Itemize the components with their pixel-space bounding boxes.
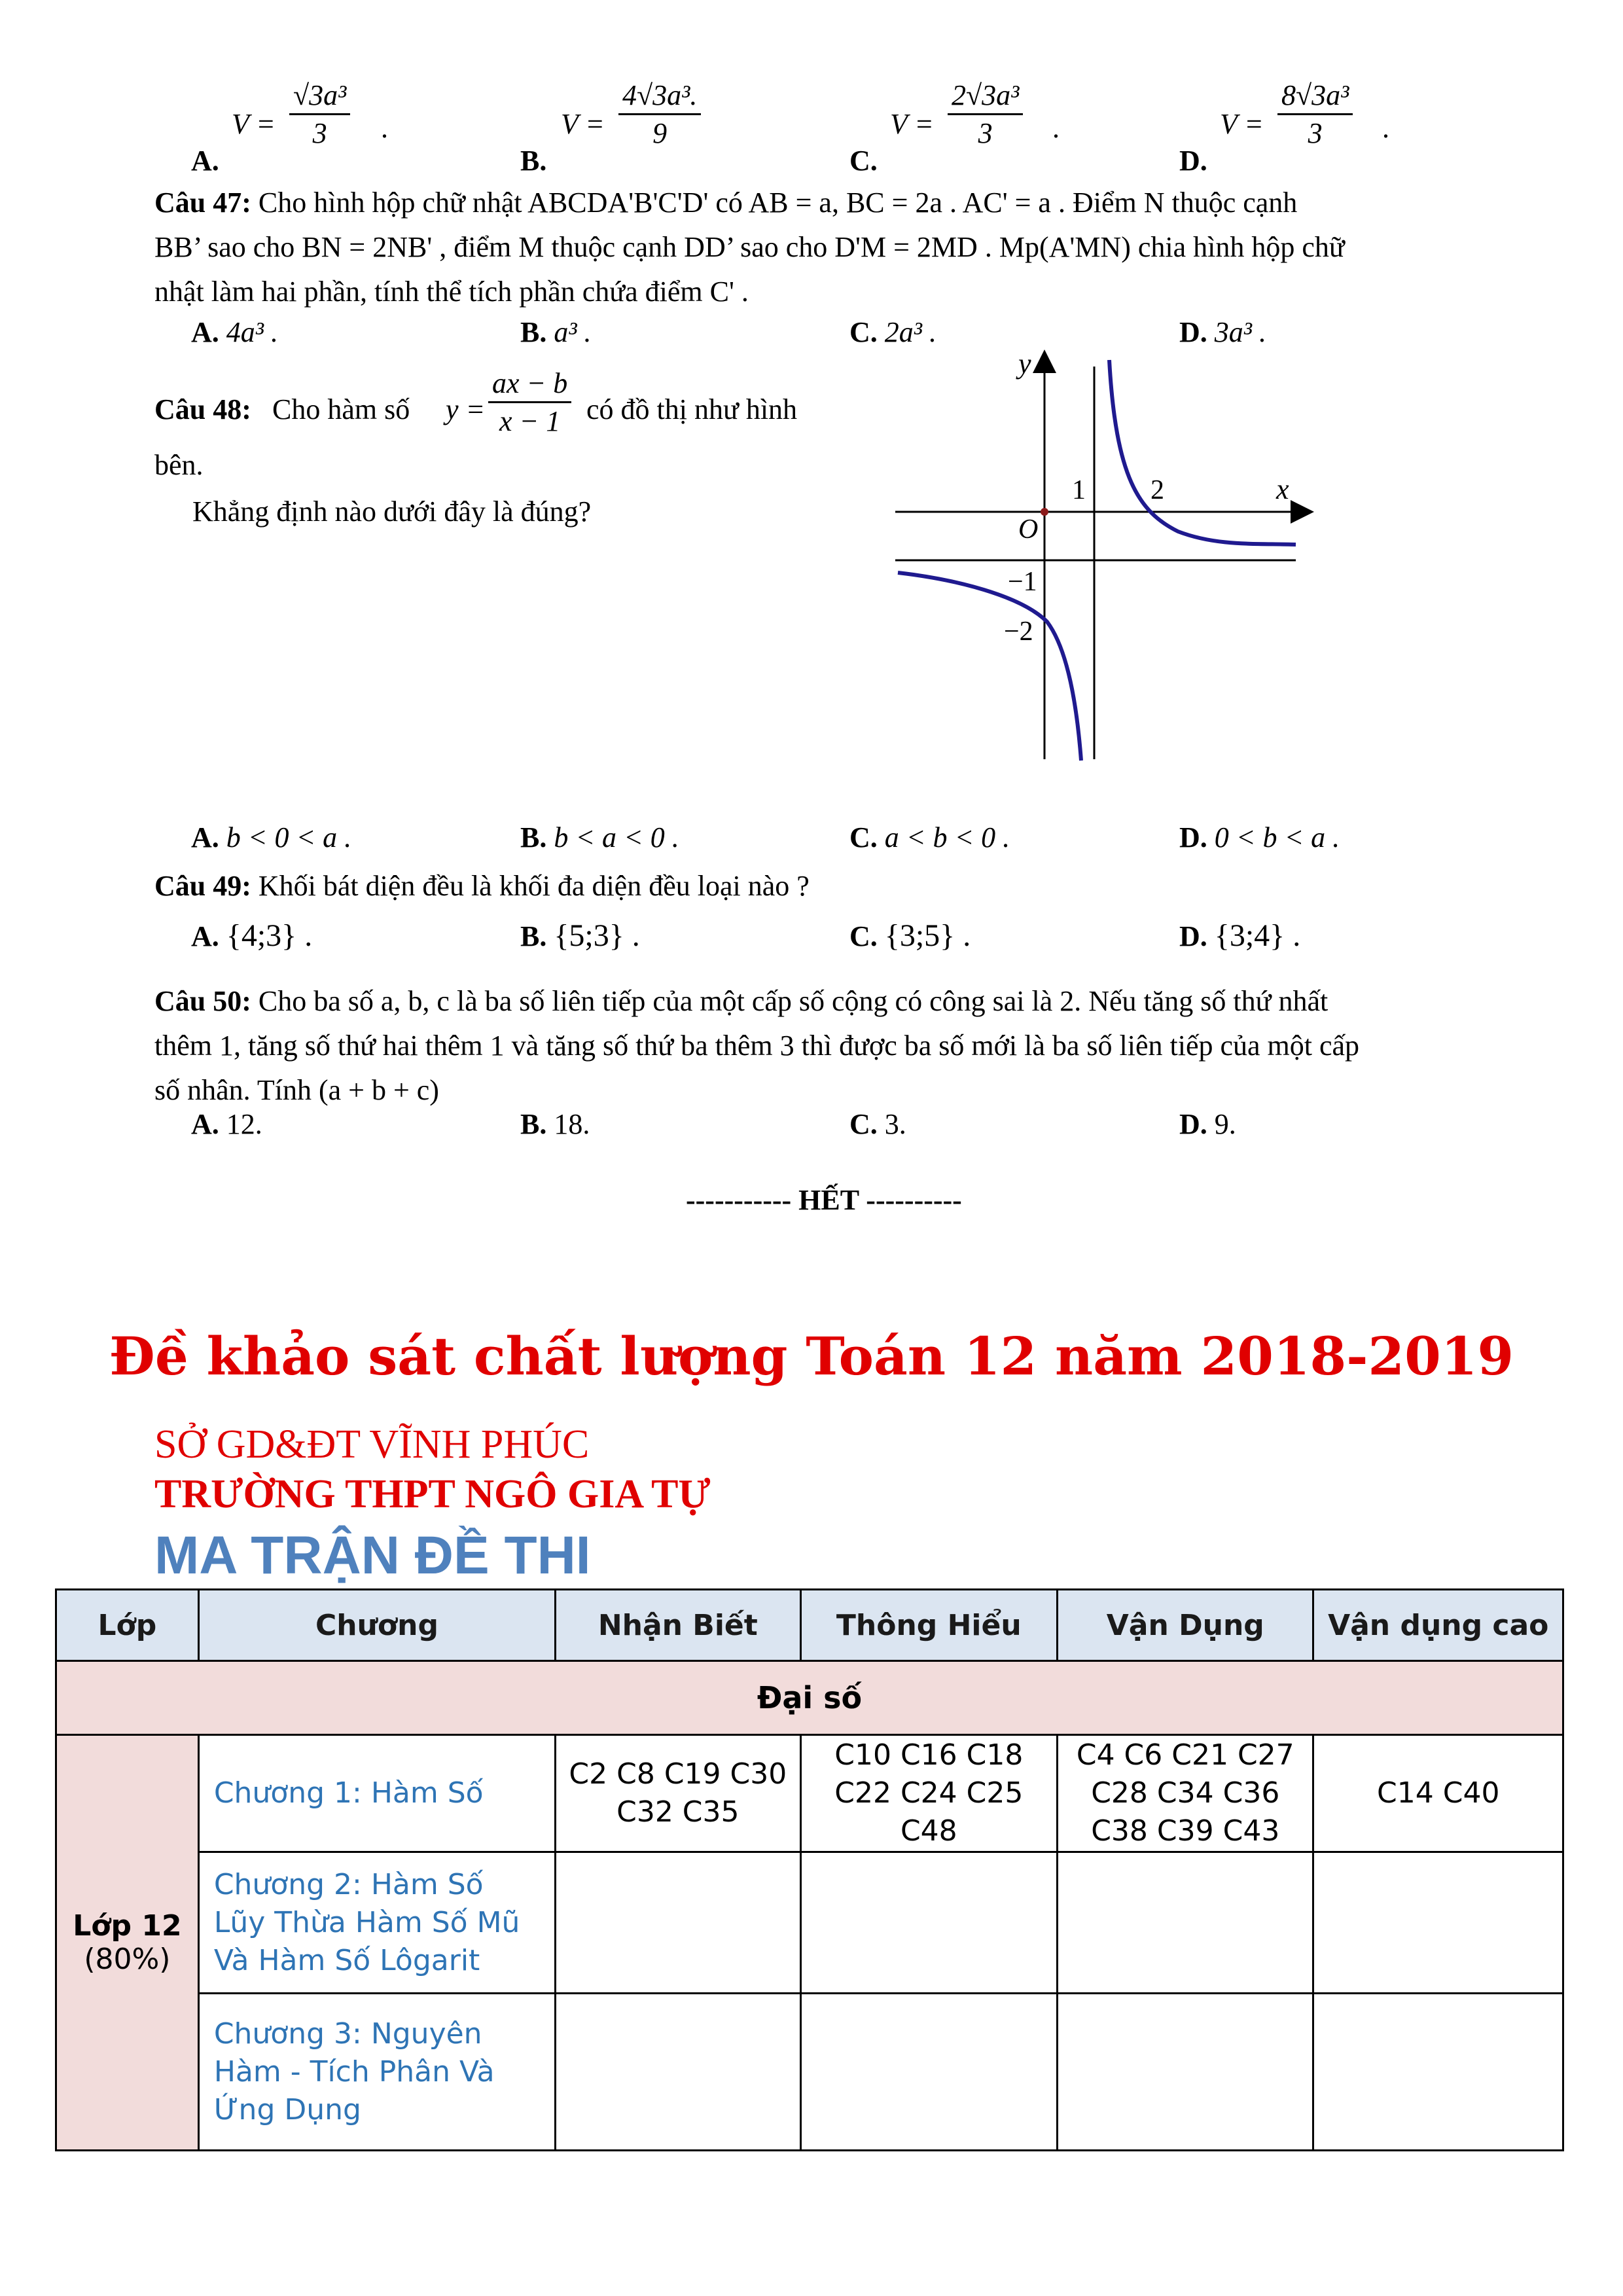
option-label: C. [849,316,878,348]
q47-line2: BB’ sao cho BN = 2NB' , điểm M thuộc cạnh DD’ sao cho D'M = 2MD . Mp(A'MN) chia hình hộp chữ [154,231,1345,263]
q50-options [191,1107,1533,1147]
group-label: Đại số [56,1661,1563,1735]
header-lop: Lớp [56,1590,199,1661]
option-value: {4;3} . [226,918,313,953]
q50-line2: thêm 1, tăng số thứ hai thêm 1 và tăng số thứ ba thêm 3 thì được ba số mới là ba số liên tiếp của một cấp [154,1030,1360,1062]
q48-graph [890,347,1322,766]
nhan-biet-cell: C2 C8 C19 C30 C32 C35 [556,1735,800,1852]
table-group-row [56,1661,1563,1735]
option-value: {3;5} . [884,918,971,953]
q48-options [191,821,1533,860]
option-value: b < 0 < a . [226,821,352,853]
option-value: 3. [884,1108,906,1140]
document-title: Đề khảo sát chất lượng Toán 12 năm 2018-2019 [109,1325,1514,1387]
van-dung-cao-cell [1313,1994,1563,2151]
option-label: C. [849,1108,878,1140]
thong-hieu-cell [800,1994,1057,2151]
origin-point [1041,508,1048,516]
option-value: {3;4} . [1214,918,1301,953]
header-nhan-biet: Nhận Biết [556,1590,800,1661]
lop-cell [56,1735,199,2151]
option-label: D. [1179,145,1207,177]
van-dung-cell [1058,1994,1313,2151]
chapter-cell: Chương 2: Hàm Số Lũy Thừa Hàm Số Mũ Và Hàm Số Lôgarit [198,1852,555,1994]
thong-hieu-cell: C10 C16 C18 C22 C24 C25 C48 [800,1735,1057,1852]
q50-text-1: Cho ba số a, b, c là ba số liên tiếp của một cấp số cộng có công sai là 2. Nếu tăng số thứ nhất [258,985,1329,1017]
q47-line3: nhật làm hai phần, tính thể tích phần chứa điểm C' . [154,276,749,308]
option-label: B. [520,821,547,853]
option-label: D. [1179,1108,1207,1140]
q48-tail: có đồ thị như hình [586,393,798,425]
option-value: 0 < b < a . [1214,821,1340,853]
q49-text: Khối bát diện đều là khối đa diện đều loại nào ? [258,870,810,902]
option-value: a³ . [554,316,592,348]
option-label: A. [191,1108,219,1140]
header-thong-hieu: Thông Hiểu [800,1590,1057,1661]
curve-left-branch [898,573,1081,761]
matrix-title: MA TRẬN ĐỀ THI [154,1526,591,1585]
question-label: Câu 49: [154,870,251,902]
q47-options [191,315,1533,355]
frac-num: 4√3a³. [618,79,701,115]
option-value: a < b < 0 . [884,821,1010,853]
frac-den: 9 [652,117,668,149]
frac-den: 3 [1308,117,1323,149]
option-label: C. [849,920,878,952]
option-label: A. [191,145,219,177]
frac-den: 3 [312,117,327,149]
table-row [56,1735,1563,1852]
q48-y-eq: y = [446,393,486,425]
question-label: Câu 50: [154,985,251,1017]
option-value: 2a³ . [884,316,936,348]
header-chuong: Chương [198,1590,555,1661]
frac-den: x − 1 [499,405,561,437]
option-value: 4a³ . [226,316,278,348]
tick-label-1: 1 [1072,475,1086,505]
tick-label-2: 2 [1150,475,1164,505]
option-value: {5;3} . [554,918,640,953]
van-dung-cao-cell: C14 C40 [1313,1735,1563,1852]
table-row [56,1852,1563,1994]
option-value: b < a < 0 . [554,821,679,853]
q48-fraction [488,367,571,438]
lop-percent: (80%) [84,1943,171,1976]
curve-right-branch [1109,360,1296,545]
van-dung-cell [1058,1852,1313,1994]
option-value: 18. [554,1108,590,1140]
option-label: A. [191,821,219,853]
option-label: B. [520,1108,547,1140]
q48-line2: bên. [154,449,204,481]
option-label: C. [849,821,878,853]
question-label: Câu 48: [154,393,251,425]
tick-label-minus-2: −2 [1004,617,1033,647]
q48-lead: Cho hàm số [272,393,410,425]
end-marker: ----------- HẾT ---------- [686,1184,962,1216]
school-name: TRƯỜNG THPT NGÔ GIA TỰ [154,1472,711,1516]
question-49 [154,869,810,903]
van-dung-cao-cell [1313,1852,1563,1994]
chapter-cell: Chương 3: Nguyên Hàm - Tích Phân Và Ứng Dụng [198,1994,555,2151]
question-47 [154,181,1535,314]
department-name: SỞ GD&ĐT VĨNH PHÚC [154,1422,590,1467]
lop-name: Lớp 12 [73,1909,182,1943]
option-label: A. [191,316,219,348]
option-value: 9. [1214,1108,1236,1140]
question-label: Câu 47: [154,187,251,219]
origin-label: O [1018,514,1039,545]
x-axis-label: x [1276,473,1289,505]
option-label: B. [520,920,547,952]
frac-den: 3 [978,117,993,149]
header-van-dung-cao: Vận dụng cao [1313,1590,1563,1661]
y-axis-label: y [1018,348,1031,380]
nhan-biet-cell [556,1852,800,1994]
q50-line1 [154,979,1535,1024]
van-dung-cell: C4 C6 C21 C27 C28 C34 C36 C38 C39 C43 [1058,1735,1313,1852]
option-label: D. [1179,316,1207,348]
table-header-row [56,1590,1563,1661]
chapter-cell: Chương 1: Hàm Số [198,1735,555,1852]
nhan-biet-cell [556,1994,800,2151]
frac-num: 2√3a³ [948,79,1023,115]
option-label: D. [1179,821,1207,853]
tick-label-minus-1: −1 [1008,567,1037,597]
option-label: A. [191,920,219,952]
option-label: B. [520,316,547,348]
thong-hieu-cell [800,1852,1057,1994]
q48-line3: Khẳng định nào dưới đây là đúng? [192,495,592,528]
q50-line3: số nhân. Tính (a + b + c) [154,1074,439,1106]
option-label: D. [1179,920,1207,952]
exam-matrix-table [55,1588,1564,2151]
frac-num: 8√3a³ [1277,79,1353,115]
option-value: 3a³ . [1214,316,1266,348]
q47-line1 [154,181,1535,225]
question-50 [154,979,1535,1113]
q47-text-1: Cho hình hộp chữ nhật ABCDA'B'C'D' có AB = a, BC = 2a . AC' = a . Điểm N thuộc cạnh [258,187,1298,219]
option-label: C. [849,145,878,177]
header-van-dung: Vận Dụng [1058,1590,1313,1661]
option-value: 12. [226,1108,262,1140]
table-row [56,1994,1563,2151]
frac-num: ax − b [488,367,571,403]
q49-options [191,918,1533,963]
option-label: B. [520,145,547,177]
frac-num: √3a³ [289,79,350,115]
